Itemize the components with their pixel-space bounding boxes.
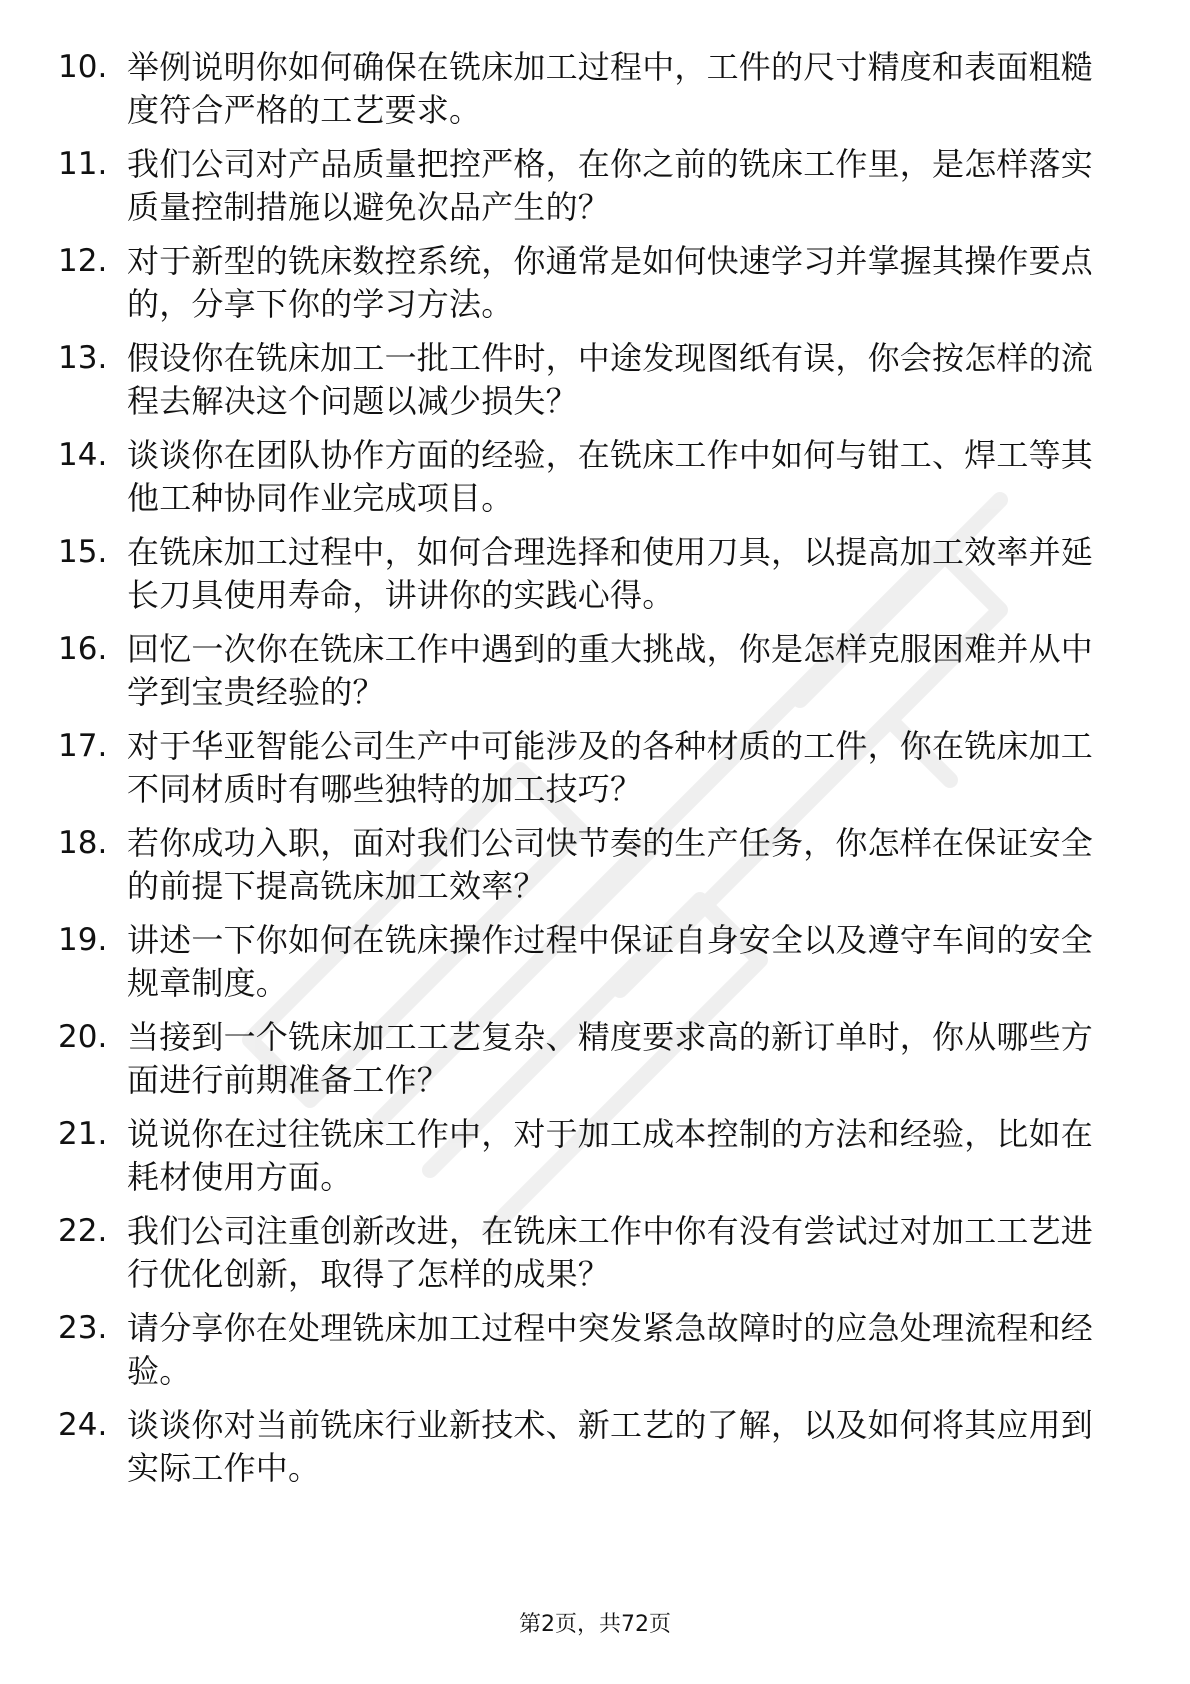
list-item — [0, 628, 1190, 725]
question-number: 19. — [58, 922, 108, 958]
list-item — [0, 919, 1190, 1016]
list-item — [0, 1210, 1190, 1307]
list-item — [0, 240, 1190, 337]
list-item — [0, 822, 1190, 919]
question-text: 回忆一次你在铣床工作中遇到的重大挑战，你是怎样克服困难并从中学到宝贵经验的？ — [127, 630, 1094, 711]
question-number: 10. — [58, 49, 108, 85]
question-number: 15. — [58, 534, 108, 570]
list-item — [0, 725, 1190, 822]
question-number: 12. — [58, 243, 108, 279]
list-item — [0, 531, 1190, 628]
question-number: 14. — [58, 437, 108, 473]
question-text: 举例说明你如何确保在铣床加工过程中，工件的尺寸精度和表面粗糙度符合严格的工艺要求。 — [127, 48, 1094, 129]
question-text: 对于新型的铣床数控系统，你通常是如何快速学习并掌握其操作要点的，分享下你的学习方法。 — [127, 242, 1094, 323]
question-number: 20. — [58, 1019, 108, 1055]
question-text: 我们公司注重创新改进，在铣床工作中你有没有尝试过对加工工艺进行优化创新，取得了怎样的成果？ — [127, 1212, 1094, 1293]
list-item — [0, 1307, 1190, 1404]
list-item — [0, 1016, 1190, 1113]
question-text: 谈谈你对当前铣床行业新技术、新工艺的了解，以及如何将其应用到实际工作中。 — [127, 1406, 1094, 1487]
list-item — [0, 143, 1190, 240]
question-text: 若你成功入职，面对我们公司快节奏的生产任务，你怎样在保证安全的前提下提高铣床加工效率？ — [127, 824, 1094, 905]
question-text: 请分享你在处理铣床加工过程中突发紧急故障时的应急处理流程和经验。 — [127, 1309, 1094, 1390]
list-item — [0, 1404, 1190, 1501]
question-text: 在铣床加工过程中，如何合理选择和使用刀具，以提高加工效率并延长刀具使用寿命，讲讲你的实践心得。 — [127, 533, 1094, 614]
question-number: 13. — [58, 340, 108, 376]
question-number: 17. — [58, 728, 108, 764]
question-number: 23. — [58, 1310, 108, 1346]
question-number: 24. — [58, 1407, 108, 1443]
list-item — [0, 46, 1190, 143]
question-text: 讲述一下你如何在铣床操作过程中保证自身安全以及遵守车间的安全规章制度。 — [127, 921, 1094, 1002]
page-number-footer: 第2页，共72页 — [519, 1612, 671, 1637]
list-item — [0, 1113, 1190, 1210]
question-number: 11. — [58, 146, 108, 182]
question-text: 谈谈你在团队协作方面的经验，在铣床工作中如何与钳工、焊工等其他工种协同作业完成项目。 — [127, 436, 1094, 517]
question-text: 说说你在过往铣床工作中，对于加工成本控制的方法和经验，比如在耗材使用方面。 — [127, 1115, 1094, 1196]
list-item — [0, 337, 1190, 434]
question-text: 对于华亚智能公司生产中可能涉及的各种材质的工件，你在铣床加工不同材质时有哪些独特的加工技巧？ — [127, 727, 1094, 808]
list-item — [0, 434, 1190, 531]
question-number: 16. — [58, 631, 108, 667]
question-text: 我们公司对产品质量把控严格，在你之前的铣床工作里，是怎样落实质量控制措施以避免次品产生的？ — [127, 145, 1094, 226]
question-text: 假设你在铣床加工一批工件时，中途发现图纸有误，你会按怎样的流程去解决这个问题以减少损失？ — [127, 339, 1094, 420]
question-number: 18. — [58, 825, 108, 861]
question-list — [0, 46, 1190, 1501]
question-number: 22. — [58, 1213, 108, 1249]
question-number: 21. — [58, 1116, 108, 1152]
question-text: 当接到一个铣床加工工艺复杂、精度要求高的新订单时，你从哪些方面进行前期准备工作？ — [127, 1018, 1094, 1099]
